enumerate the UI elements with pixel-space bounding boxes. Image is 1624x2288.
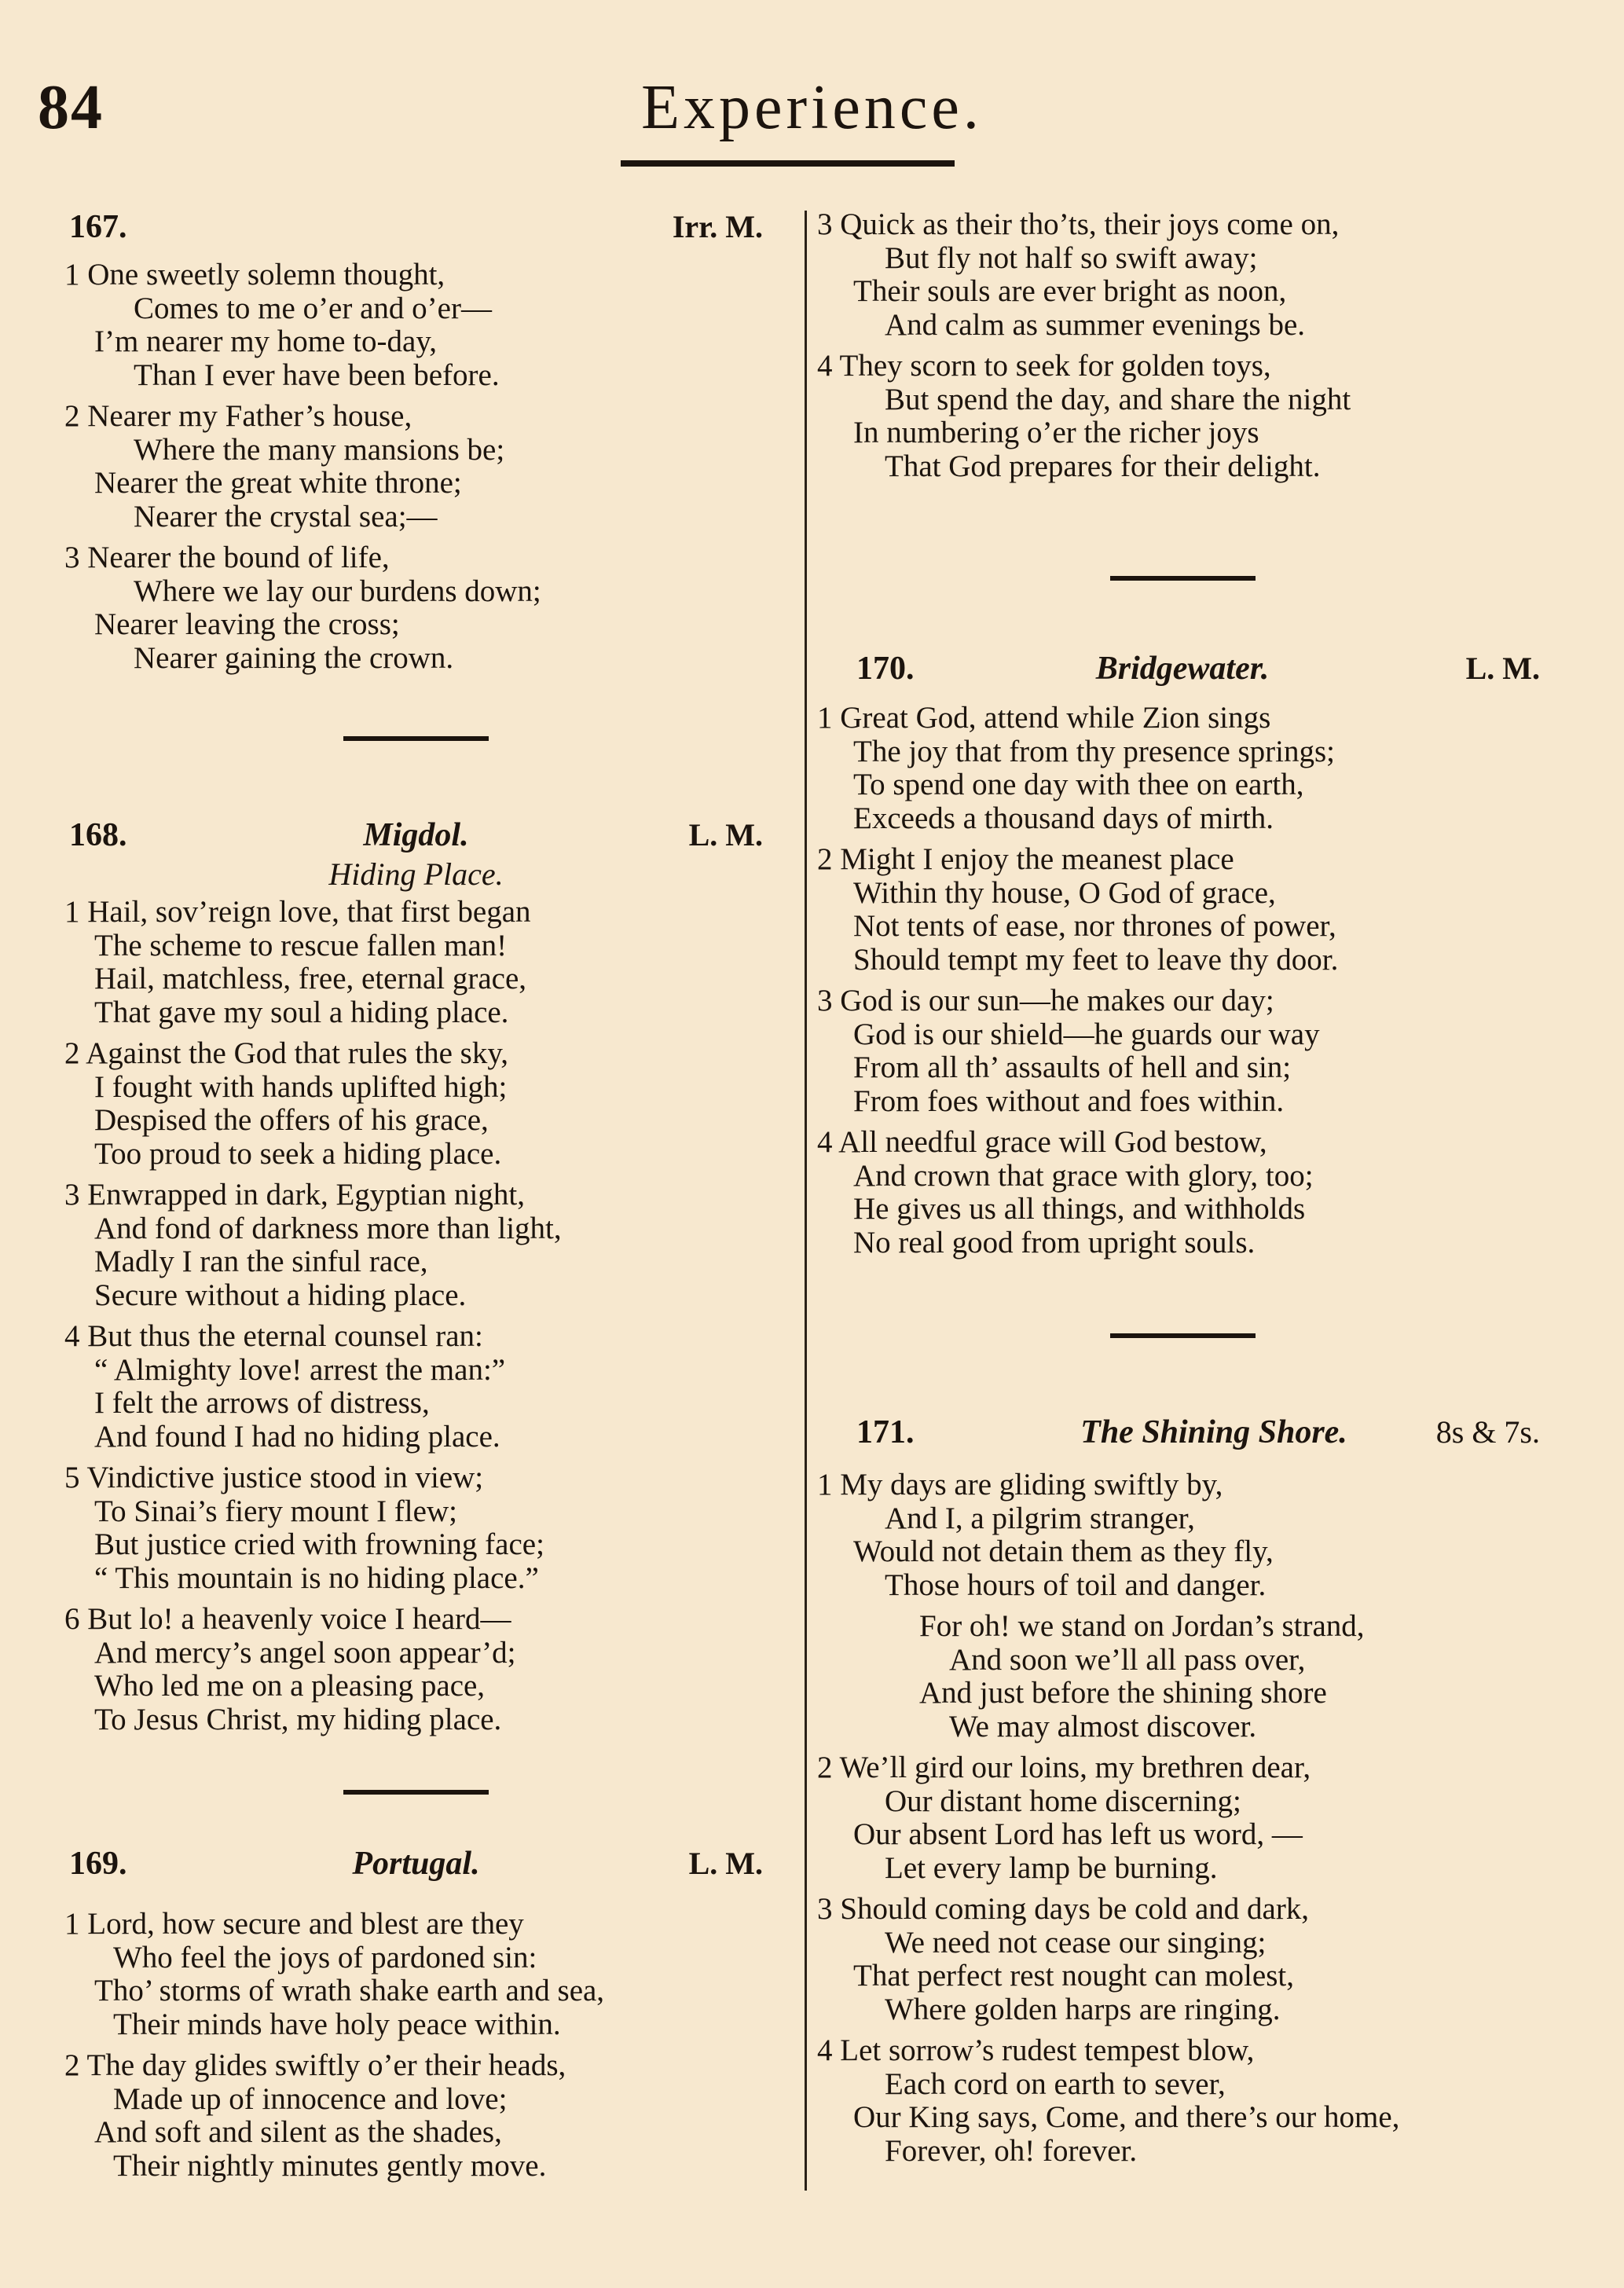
hymn-170 [817,650,1548,1260]
stanza [817,1893,1548,2026]
hymn-line: And soon we’ll all pass over, [949,1642,1306,1677]
stanza [64,2049,768,2183]
hymn-line: 4 They scorn to seek for golden toys, [817,349,1271,383]
stanza [817,1751,1548,1885]
hymn-line: That perfect rest nought can molest, [853,1959,1294,1993]
hymn-line: Nearer the crystal sea;— [134,499,438,534]
hymn-number: 168. [69,817,127,853]
hymn-line: 4 But thus the eternal counsel ran: [64,1319,483,1353]
hymn-line: 3 Should coming days be cold and dark, [817,1892,1310,1926]
hymn-line: The scheme to rescue fallen man! [94,928,508,962]
stanza [817,350,1548,483]
hymn-line: Should tempt my feet to leave thy door. [853,942,1339,977]
hymn-line: In numbering o’er the richer joys [853,416,1259,449]
hymn-line: Nearer the great white throne; [94,466,462,500]
hymn-line: Nearer gaining the crown. [134,640,454,675]
right-column [817,208,1548,2176]
stanza [64,1461,768,1595]
hymn-meter: L. M. [688,1846,763,1881]
hymn-line: Made up of innocence and love; [113,2081,508,2116]
chorus [919,1610,1548,1744]
hymn-168 [64,816,768,1736]
stanza [817,1468,1548,1602]
hymn-line: “ Almighty love! arrest the man:” [94,1352,506,1387]
hymn-line: And mercy’s angel soon appear’d; [94,1635,516,1670]
hymn-line: To Jesus Christ, my hiding place. [94,1702,502,1736]
hymn-line: But justice cried with frowning face; [94,1527,544,1561]
hymn-number: 167. [69,209,127,245]
hymn-line: Their nightly minutes gently move. [113,2148,547,2183]
hymn-line: “ This mountain is no hiding place.” [94,1560,539,1595]
hymn-meter: Irr. M. [672,209,763,244]
hymn-line: Than I ever have been before. [134,358,500,392]
hymn-line: 2 We’ll gird our loins, my brethren dear, [817,1751,1311,1784]
tune-name: Portugal. [352,1846,480,1882]
stanza [817,843,1548,977]
hymn-line: Would not detain them as they fly, [853,1534,1274,1568]
column-divider [805,211,807,2191]
hymn-line: And soft and silent as the shades, [94,2115,502,2149]
hymn-line: 2 Against the God that rules the sky, [64,1036,509,1070]
hymn-line: Those hours of toil and danger. [885,1568,1267,1602]
hymn-line: And calm as summer evenings be. [885,307,1306,342]
hymn-line: Let every lamp be burning. [885,1850,1218,1885]
hymn-line: 6 But lo! a heavenly voice I heard— [64,1602,511,1636]
hymn-line: Not tents of ease, nor thrones of power, [853,909,1336,943]
hymn-line: Exceeds a thousand days of mirth. [853,801,1274,835]
stanza [817,2034,1548,2168]
hymn-line: I fought with hands uplifted high; [94,1069,508,1104]
hymn-line: 3 Nearer the bound of life, [64,541,390,574]
hymn-line: 2 The day glides swiftly o’er their heads, [64,2048,566,2082]
stanza [64,258,768,392]
hymn-line: But fly not half so swift away; [885,240,1258,275]
hymn-167 [64,208,768,675]
stanza [64,1908,768,2041]
hymn-line: 3 God is our sun—he makes our day; [817,984,1274,1018]
hymn-line: From all th’ assaults of hell and sin; [853,1050,1292,1084]
hymn-line: I’m nearer my home to-day, [94,324,438,358]
hymn-line: He gives us all things, and withholds [853,1192,1306,1226]
hymn-line: I felt the arrows of distress, [94,1386,430,1420]
hymn-number: 170. [856,651,915,687]
hymn-line: No real good from upright souls. [853,1225,1256,1260]
tune-name: The Shining Shore. [1080,1414,1347,1450]
hymn-169 [64,1845,768,2183]
hymn-line: For oh! we stand on Jordan’s strand, [919,1609,1365,1643]
hymn-line: Tho’ storms of wrath shake earth and sea, [94,1974,605,2008]
hymn-header [64,208,768,258]
hymn-line: Despised the offers of his grace, [94,1103,489,1137]
hymn-line: Secure without a hiding place. [94,1278,467,1312]
hymn-line: 5 Vindictive justice stood in view; [64,1461,484,1494]
hymn-line: 1 My days are gliding swiftly by, [817,1468,1223,1502]
hymn-line: 2 Might I enjoy the meanest place [817,842,1234,876]
hymn-171 [817,1414,1548,2168]
hymn-line: 1 Hail, sov’reign love, that first began [64,895,531,929]
hymn-line: Our distant home discerning; [885,1784,1241,1818]
hymn-header [817,1414,1548,1468]
hymn-line: 4 All needful grace will God bestow, [817,1125,1267,1159]
hymn-header [64,1845,768,1908]
stanza [817,1126,1548,1260]
hymn-line: Comes to me o’er and o’er— [134,291,492,325]
hymn-line: Nearer leaving the cross; [94,607,400,641]
stanza [64,400,768,534]
hymn-header [817,650,1548,702]
hymn-number: 169. [69,1846,127,1882]
hymn-line: Who led me on a pleasing pace, [94,1669,486,1703]
hymn-line: To Sinai’s fiery mount I flew; [94,1494,457,1528]
hymn-meter: L. M. [1465,651,1540,686]
stanza [817,208,1548,342]
page-number: 84 [38,73,104,142]
hymn-line: Where we lay our burdens down; [134,574,541,608]
hymn-line: Within thy house, O God of grace, [853,875,1276,910]
hymn-line: The joy that from thy presence springs; [853,734,1336,768]
hymn-line: 3 Quick as their tho’ts, their joys come on, [817,207,1340,241]
stanza [64,1037,768,1171]
hymn-line: Their souls are ever bright as noon, [853,274,1287,308]
hymn-line: From foes without and foes within. [853,1084,1285,1118]
hymn-line: To spend one day with thee on earth, [853,768,1304,801]
hymn-line: 3 Enwrapped in dark, Egyptian night, [64,1178,525,1212]
hymn-meter: 8s & 7s. [1435,1414,1540,1450]
stanza [817,702,1548,835]
tune-name: Migdol. [363,817,469,853]
hymn-line: Madly I ran the sinful race, [94,1245,428,1278]
hymn-line: 1 Great God, attend while Zion sings [817,701,1271,735]
hymn-line: Our absent Lord has left us word, — [853,1817,1303,1851]
stanza [64,896,768,1029]
hymn-line: And just before the shining shore [919,1676,1327,1710]
hymn-169-continued [817,208,1548,483]
hymn-line: That God prepares for their delight. [885,449,1321,483]
hymn-line: Their minds have holy peace within. [113,2007,561,2041]
hymn-line: God is our shield—he guards our way [853,1017,1320,1051]
hymn-line: Each cord on earth to sever, [885,2066,1226,2101]
hymn-line: We may almost discover. [949,1709,1257,1744]
hymn-line: And fond of darkness more than light, [94,1211,562,1245]
stanza [64,1179,768,1312]
hymn-line: We need not cease our singing; [885,1925,1267,1960]
hymn-line: 2 Nearer my Father’s house, [64,399,412,433]
hymn-line: Where the many mansions be; [134,432,505,467]
hymn-line: And crown that grace with glory, too; [853,1158,1314,1193]
hymn-header [64,816,768,860]
hymn-line: Forever, oh! forever. [885,2133,1138,2168]
stanza [817,984,1548,1118]
hymn-line: And I, a pilgrim stranger, [885,1501,1195,1535]
hymn-meter: L. M. [688,817,763,852]
title-rule [621,160,955,167]
hymn-line: 4 Let sorrow’s rudest tempest blow, [817,2033,1255,2067]
stanza [64,541,768,675]
hymn-subtitle: Hiding Place. [328,856,504,892]
hymn-line: Too proud to seek a hiding place. [94,1136,502,1171]
hymn-line: But spend the day, and share the night [885,382,1351,416]
page-title: Experience. [641,73,983,142]
hymn-line: 1 One sweetly solemn thought, [64,258,445,292]
hymn-line: Who feel the joys of pardoned sin: [113,1940,537,1974]
stanza [64,1320,768,1454]
hymn-line: That gave my soul a hiding place. [94,995,509,1029]
hymn-line: And found I had no hiding place. [94,1419,500,1454]
hymn-number: 171. [856,1414,915,1450]
hymn-line: Hail, matchless, free, eternal grace, [94,962,527,996]
hymn-line: Our King says, Come, and there’s our home, [853,2100,1400,2134]
left-column [64,208,768,2191]
tune-name: Bridgewater. [1095,651,1270,687]
hymn-line: 1 Lord, how secure and blest are they [64,1907,524,1941]
hymn-line: Where golden harps are ringing. [885,1992,1281,2026]
stanza [64,1603,768,1736]
